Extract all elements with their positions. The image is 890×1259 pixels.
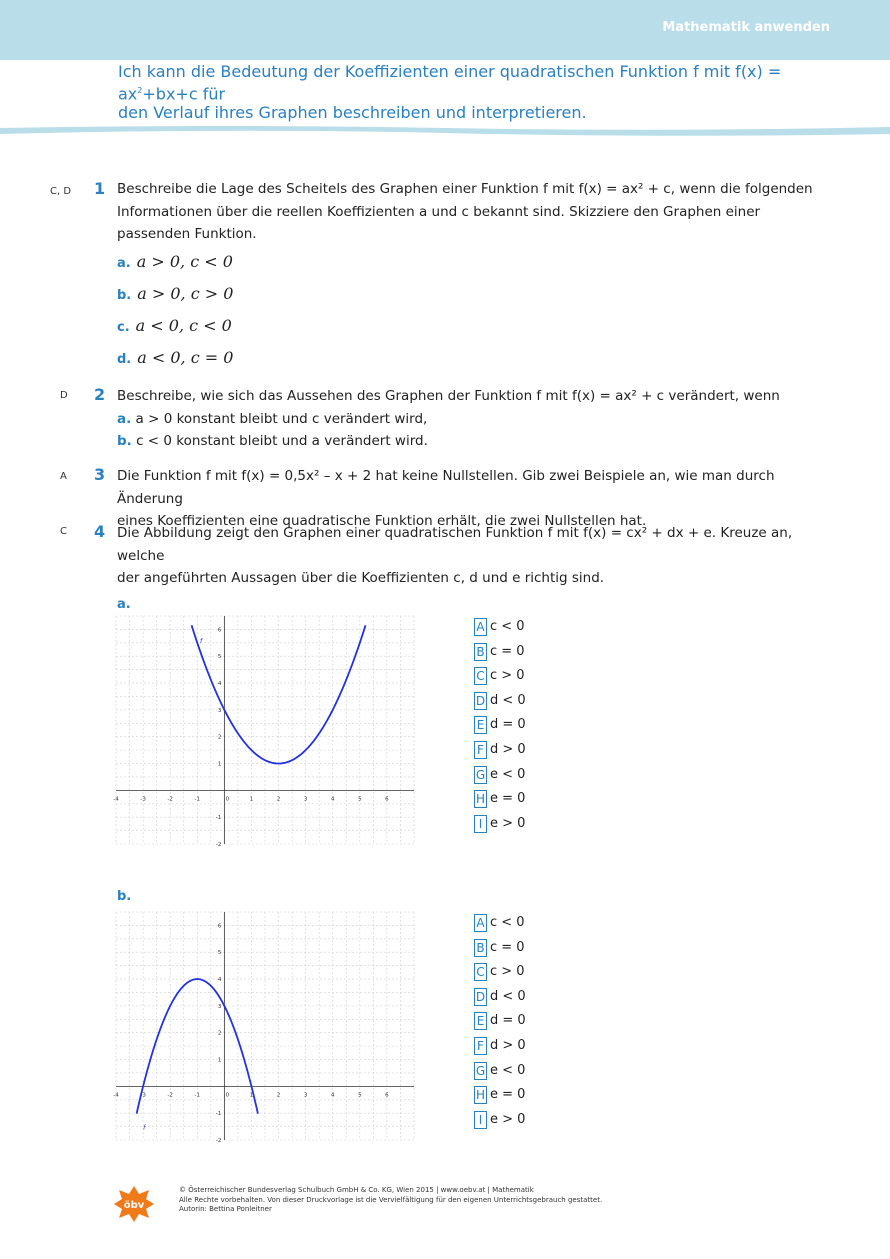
option-b-b[interactable]: [474, 939, 525, 957]
task4-text: [117, 522, 817, 590]
y-tick-label: 2: [217, 1030, 222, 1037]
option-text: d = 0: [490, 717, 526, 733]
goal-text-1b: +bx+c für: [142, 84, 226, 104]
option-text: c = 0: [490, 939, 525, 955]
option-text: c < 0: [490, 915, 525, 930]
option-a-e[interactable]: [474, 716, 526, 734]
option-checkbox[interactable]: F: [474, 1037, 487, 1055]
graph-a-label: a.: [117, 597, 131, 612]
option-checkbox[interactable]: D: [475, 989, 486, 1004]
part-label: d.: [117, 352, 132, 367]
y-tick-label: -2: [215, 842, 222, 848]
task4-line: der angeführten Aussagen über die Koeffizienten c, d und e richtig sind.: [117, 570, 605, 586]
x-tick-label: -3: [140, 796, 146, 803]
y-tick-label: 1: [217, 761, 222, 768]
task1-part-b: [117, 284, 233, 306]
x-tick-label: 1: [249, 1092, 254, 1099]
banner-title: Mathematik anwenden: [662, 20, 830, 35]
task4-number: 4: [94, 522, 106, 541]
goal-text-2: den Verlauf ihres Graphen beschreiben und interpretieren.: [118, 103, 587, 123]
footer: [179, 1186, 602, 1215]
option-text: d < 0: [490, 988, 526, 1004]
wave-divider: [0, 122, 890, 140]
option-a-h[interactable]: [474, 790, 525, 808]
task1-text: [117, 178, 817, 246]
task2-part-b: [117, 430, 817, 453]
footer-copyright: © Österreichischer Bundesverlag Schulbuch GmbH & Co. KG, Wien 2015 | www.oebv.at | Mathematik: [179, 1186, 534, 1194]
task1-part-d: [117, 348, 233, 370]
option-b-g[interactable]: [474, 1062, 525, 1080]
task1-tag: C, D: [50, 186, 72, 197]
option-text: e = 0: [490, 1087, 526, 1103]
option-a-a[interactable]: [474, 618, 525, 636]
task1-line: Beschreibe die Lage des Scheitels des Graphen einer Funktion f mit f(x) = ax² + c, wenn die folgenden: [117, 181, 813, 197]
option-checkbox[interactable]: A: [474, 914, 487, 932]
curve-label: f: [199, 637, 203, 645]
x-tick-label: 0: [225, 1092, 230, 1099]
option-checkbox[interactable]: A: [474, 618, 487, 636]
option-checkbox[interactable]: E: [474, 1012, 487, 1030]
option-text: e > 0: [490, 1111, 526, 1127]
task2-tag: D: [60, 390, 68, 401]
footer-rights: Alle Rechte vorbehalten. Von dieser Druckvorlage ist die Vervielfältigung für den eigenen Unterrichtsgebrauch gestattet.: [179, 1195, 603, 1204]
x-tick-label: 5: [358, 1092, 362, 1099]
task3-line: eines Koeffizienten eine quadratische Funktion erhält, die zwei Nullstellen hat.: [117, 513, 647, 529]
y-tick-label: 6: [217, 627, 222, 634]
part-label: b.: [117, 433, 132, 449]
x-tick-label: -1: [194, 1092, 201, 1099]
option-checkbox[interactable]: B: [474, 643, 487, 661]
y-tick-label: 6: [217, 923, 222, 930]
x-tick-label: 4: [330, 1092, 335, 1099]
x-tick-label: 2: [276, 1092, 281, 1099]
task4-tag: C: [60, 526, 67, 537]
option-b-d[interactable]: [474, 988, 526, 1006]
x-tick-label: 1: [249, 796, 254, 803]
y-tick-label: 4: [217, 681, 222, 688]
task4-line: Die Abbildung zeigt den Graphen einer quadratischen Funktion f mit f(x) = cx² + dx + e. Kreuze an, welche: [117, 525, 793, 564]
part-label: a.: [117, 256, 131, 271]
option-text: d > 0: [490, 1038, 526, 1053]
task1-part-c: [117, 316, 232, 338]
option-text: e < 0: [490, 1062, 526, 1078]
task1-line: passenden Funktion.: [117, 226, 257, 242]
task2-part-a: [117, 408, 817, 431]
x-tick-label: 6: [385, 1092, 389, 1099]
y-tick-label: 4: [217, 977, 222, 984]
option-b-f[interactable]: [474, 1037, 526, 1055]
part-label: b.: [117, 288, 132, 303]
x-tick-label: -3: [140, 1092, 146, 1099]
x-tick-label: 3: [303, 1092, 308, 1099]
learning-goal: [118, 62, 858, 122]
y-tick-label: 1: [217, 1057, 222, 1064]
option-checkbox[interactable]: C: [474, 667, 487, 685]
curve-label: f: [143, 1124, 146, 1132]
option-checkbox[interactable]: G: [475, 1063, 486, 1078]
option-text: c > 0: [490, 964, 525, 980]
option-a-c[interactable]: [474, 667, 525, 685]
logo-text: öbv: [123, 1200, 145, 1211]
option-text: d < 0: [490, 692, 526, 708]
x-tick-label: 0: [225, 796, 230, 803]
option-b-i[interactable]: [474, 1111, 525, 1129]
x-tick-label: 2: [276, 796, 281, 803]
y-tick-label: -2: [215, 1138, 222, 1144]
option-checkbox[interactable]: I: [474, 815, 487, 833]
y-tick-label: 3: [217, 1003, 222, 1010]
task2-number: 2: [94, 385, 106, 404]
graph-a: [113, 616, 414, 848]
x-tick-label: 5: [358, 796, 362, 803]
x-tick-label: -4: [113, 1092, 119, 1099]
option-a-b[interactable]: [474, 643, 525, 661]
task1-part-a: [117, 252, 233, 274]
option-b-c[interactable]: [474, 963, 525, 981]
footer-author: Autorin: Bettina Ponleitner: [179, 1205, 272, 1213]
option-text: d = 0: [490, 1013, 526, 1029]
option-text: e < 0: [490, 766, 526, 782]
part-expression: a < 0, c < 0: [135, 316, 232, 335]
oebv-logo: [114, 1186, 154, 1222]
option-checkbox[interactable]: G: [475, 767, 486, 782]
option-b-e[interactable]: [474, 1012, 526, 1030]
x-tick-label: -2: [167, 1092, 173, 1099]
task1-number: 1: [94, 179, 106, 198]
x-tick-label: -2: [167, 796, 173, 803]
y-tick-label: 5: [217, 950, 222, 957]
option-text: c > 0: [490, 668, 525, 684]
graph-b: [113, 912, 414, 1144]
option-checkbox[interactable]: I: [474, 1111, 487, 1129]
part-text: a > 0 konstant bleibt und c verändert wird,: [135, 410, 428, 427]
option-a-g[interactable]: [474, 766, 525, 784]
option-text: c = 0: [490, 643, 525, 659]
option-checkbox[interactable]: D: [475, 693, 486, 708]
task3-number: 3: [94, 465, 106, 484]
option-checkbox[interactable]: H: [475, 1088, 486, 1103]
x-tick-label: -1: [194, 796, 201, 803]
y-tick-label: -1: [215, 815, 222, 822]
y-tick-label: -1: [215, 1111, 222, 1118]
option-text: e > 0: [490, 815, 526, 831]
y-tick-label: 3: [217, 707, 222, 714]
option-checkbox[interactable]: F: [474, 741, 487, 759]
goal-text-1: Ich kann die Bedeutung der Koeffizienten einer quadratischen Funktion f mit f(x) = ax: [118, 62, 782, 104]
option-a-f[interactable]: [474, 741, 526, 759]
option-text: c < 0: [490, 619, 525, 634]
task3-tag: A: [60, 471, 67, 482]
option-text: d > 0: [490, 742, 526, 757]
part-text: c < 0 konstant bleibt und a verändert wird.: [136, 433, 428, 449]
option-b-h[interactable]: [474, 1086, 525, 1104]
goal-sup: 2: [137, 86, 143, 95]
task2-text: [117, 385, 817, 453]
task1-line: Informationen über die reellen Koeffizienten a und c bekannt sind. Skizziere den Graphen einer: [117, 203, 761, 220]
part-expression: a > 0, c > 0: [137, 284, 234, 303]
header-banner: [0, 0, 890, 60]
graph-b-label: b.: [117, 889, 132, 904]
option-text: e = 0: [490, 791, 526, 807]
x-tick-label: -4: [113, 796, 119, 803]
y-tick-label: 5: [217, 654, 222, 661]
x-tick-label: 4: [330, 796, 335, 803]
part-label: c.: [117, 320, 130, 335]
part-expression: a > 0, c < 0: [136, 252, 233, 271]
option-checkbox[interactable]: H: [475, 792, 486, 807]
option-checkbox[interactable]: B: [474, 939, 487, 957]
part-label: a.: [117, 410, 132, 427]
task2-line: Beschreibe, wie sich das Aussehen des Graphen der Funktion f mit f(x) = ax² + c verändert, wenn: [117, 388, 780, 404]
x-tick-label: 6: [385, 796, 389, 803]
option-a-i[interactable]: [474, 815, 525, 833]
x-tick-label: 3: [303, 796, 308, 803]
option-checkbox[interactable]: C: [474, 963, 487, 981]
function-curve: [192, 625, 366, 763]
part-expression: a < 0, c = 0: [137, 348, 234, 367]
y-tick-label: 2: [217, 734, 222, 741]
option-b-a[interactable]: [474, 914, 525, 932]
option-a-d[interactable]: [474, 692, 526, 710]
task3-line: Die Funktion f mit f(x) = 0,5x² – x + 2 hat keine Nullstellen. Gib zwei Beispiele an, wie man durch Änderung: [117, 468, 775, 507]
option-checkbox[interactable]: E: [474, 716, 487, 734]
